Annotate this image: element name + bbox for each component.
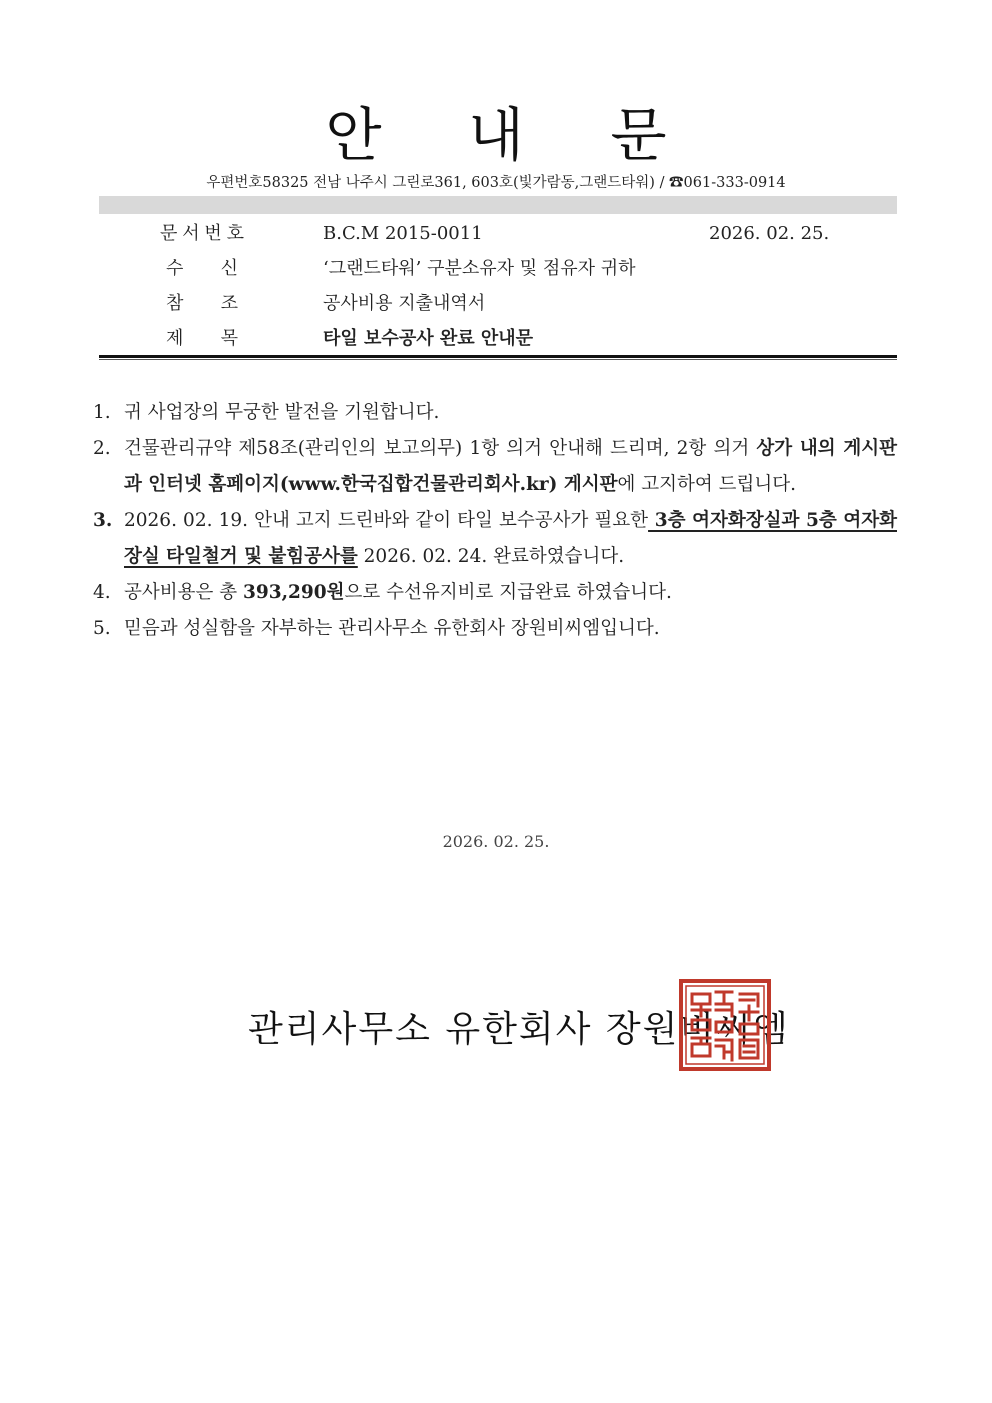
item-number: 3. [93,510,113,531]
work-scope-text: 3층 여자화장실과 5층 여자화장실 타일철거 및 붙힘공사를 [124,510,897,567]
doc-no-value: B.C.M 2015-0011 [323,223,483,244]
item-number: 1. [93,402,111,423]
header-band [99,196,897,214]
meta-row-recipient [0,254,992,284]
item-number: 5. [93,618,111,639]
reference-value: 공사비용 지출내역서 [323,293,486,314]
list-item [93,503,897,575]
header-divider-thin [99,359,897,360]
recipient-label: 수 신 [166,258,238,279]
list-item [93,575,897,611]
item-text: 공사비용은 총 393,290원으로 수선유지비로 지급완료 하였습니다. [124,582,672,603]
header-divider [99,355,897,358]
cost-amount: 393,290원 [243,582,345,603]
list-item [93,395,897,431]
reference-label: 참 조 [166,293,238,314]
subject-value: 타일 보수공사 완료 안내문 [323,328,534,349]
item-text: 믿음과 성실함을 자부하는 관리사무소 유한회사 장원비씨엠입니다. [124,618,660,639]
footer-date: 2026. 02. 25. [442,832,550,851]
signature-line: 관리사무소 유한회사 장원비씨엠 [248,1009,790,1050]
subject-label: 제 목 [166,328,238,349]
sender-address: 우편번호58325 전남 나주시 그린로361, 603호(빛가람동,그랜드타워) / ☎061-333-0914 [206,175,786,191]
recipient-value: ‘그랜드타워’ 구분소유자 및 점유자 귀하 [323,258,636,279]
item-text: 2026. 02. 19. 안내 고지 드린바와 같이 타일 보수공사가 필요한 3층 여자화장실과 5층 여자화장실 타일철거 및 붙힘공사를 2026. 02. 24. 완료하였습니다. [124,510,897,567]
body-items [93,395,897,647]
doc-no-label: 문 서 번 호 [160,223,244,244]
meta-row-doc-no [0,219,992,249]
notice-board-text: 상가 내의 게시판과 인터넷 홈페이지(www.한국집합건물관리회사.kr) 게시판 [124,438,898,495]
list-item [93,611,897,647]
item-text: 건물관리규약 제58조(관리인의 보고의무) 1항 의거 안내해 드리며, 2항 의거 상가 내의 게시판과 인터넷 홈페이지(www.한국집합건물관리회사.kr) 게시판에 고지하여 드립니다. [124,438,898,495]
document-title: 안 내 문 [325,101,701,169]
item-number: 4. [93,582,111,603]
doc-date: 2026. 02. 25. [709,223,830,244]
item-number: 2. [93,438,111,459]
company-seal [678,978,772,1072]
meta-row-reference [0,289,992,319]
item-text: 귀 사업장의 무궁한 발전을 기원합니다. [124,402,440,423]
meta-row-subject [0,324,992,354]
list-item [93,431,897,503]
